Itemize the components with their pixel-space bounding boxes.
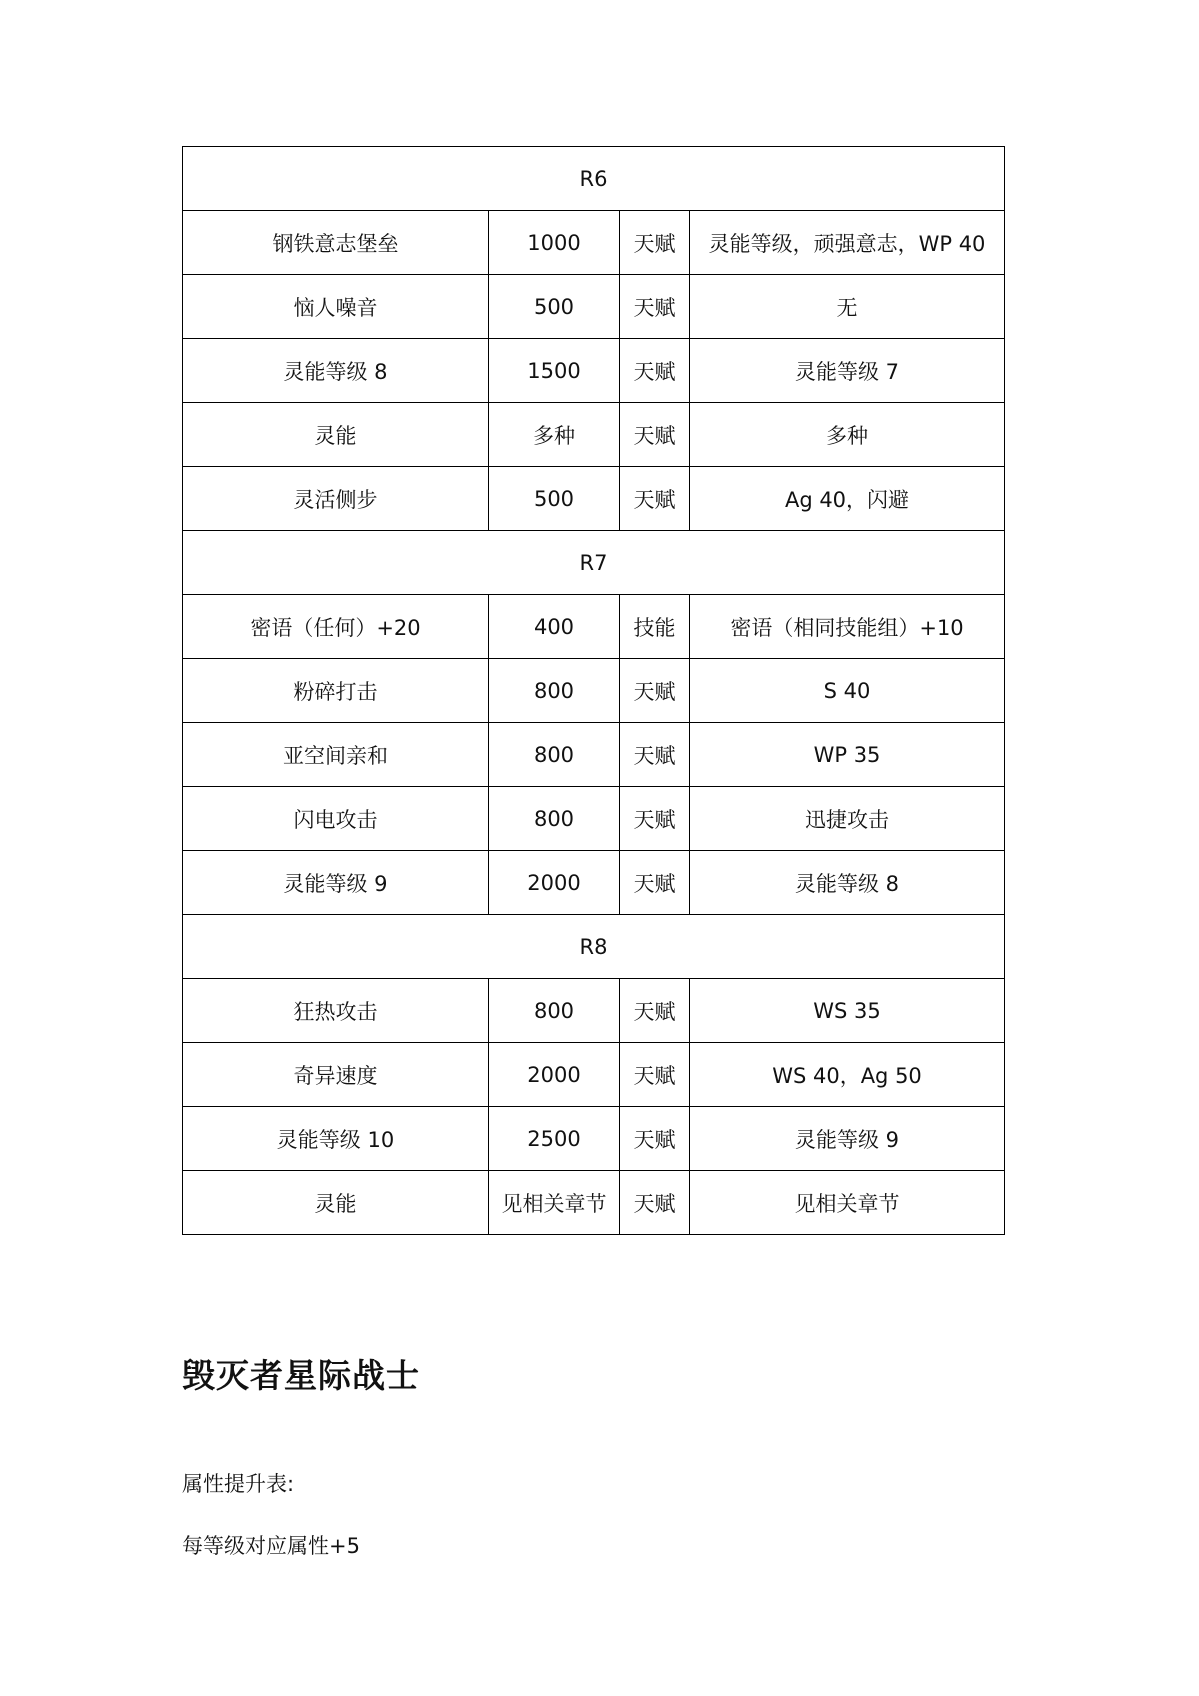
advance-prereq-cell: WS 40，Ag 50 <box>690 1043 1005 1107</box>
advance-prereq-cell: 灵能等级，顽强意志，WP 40 <box>690 211 1005 275</box>
advance-prereq-cell: WS 35 <box>690 979 1005 1043</box>
advance-prereq-cell: 迅捷攻击 <box>690 787 1005 851</box>
advance-type-cell: 技能 <box>620 595 690 659</box>
advance-name-cell: 灵能等级 10 <box>183 1107 489 1171</box>
advance-cost-cell: 2000 <box>489 851 620 915</box>
attribute-increase-note: 每等级对应属性+5 <box>182 1534 360 1558</box>
advance-name-cell: 灵能 <box>183 403 489 467</box>
advance-table-body <box>183 147 1005 1235</box>
attribute-table-label: 属性提升表: <box>182 1472 295 1496</box>
advance-type-cell: 天赋 <box>620 211 690 275</box>
table-row <box>183 1107 1005 1171</box>
table-row <box>183 595 1005 659</box>
advance-cost-cell: 800 <box>489 979 620 1043</box>
rank-header-row <box>183 915 1005 979</box>
advance-cost-cell: 500 <box>489 467 620 531</box>
advance-name-cell: 闪电攻击 <box>183 787 489 851</box>
rank-header-cell: R6 <box>183 147 1005 211</box>
advance-type-cell: 天赋 <box>620 1171 690 1235</box>
advance-prereq-cell: 密语（相同技能组）+10 <box>690 595 1005 659</box>
advance-prereq-cell: 多种 <box>690 403 1005 467</box>
advance-prereq-cell: 灵能等级 9 <box>690 1107 1005 1171</box>
advance-name-cell: 恼人噪音 <box>183 275 489 339</box>
table-row <box>183 979 1005 1043</box>
advance-type-cell: 天赋 <box>620 403 690 467</box>
advance-name-cell: 狂热攻击 <box>183 979 489 1043</box>
advance-cost-cell: 1500 <box>489 339 620 403</box>
table-row <box>183 467 1005 531</box>
advance-prereq-cell: 见相关章节 <box>690 1171 1005 1235</box>
table-row <box>183 723 1005 787</box>
advance-type-cell: 天赋 <box>620 467 690 531</box>
advance-table <box>182 146 1005 1235</box>
advance-name-cell: 粉碎打击 <box>183 659 489 723</box>
advance-prereq-cell: 灵能等级 8 <box>690 851 1005 915</box>
advance-type-cell: 天赋 <box>620 275 690 339</box>
table-row <box>183 1171 1005 1235</box>
rank-header-row <box>183 531 1005 595</box>
advance-type-cell: 天赋 <box>620 1107 690 1171</box>
table-row <box>183 403 1005 467</box>
table-row <box>183 275 1005 339</box>
advance-cost-cell: 见相关章节 <box>489 1171 620 1235</box>
rank-header-cell: R7 <box>183 531 1005 595</box>
table-row <box>183 659 1005 723</box>
advance-name-cell: 灵活侧步 <box>183 467 489 531</box>
advance-type-cell: 天赋 <box>620 787 690 851</box>
advance-type-cell: 天赋 <box>620 979 690 1043</box>
advance-name-cell: 亚空间亲和 <box>183 723 489 787</box>
advance-name-cell: 灵能等级 9 <box>183 851 489 915</box>
rank-header-row <box>183 147 1005 211</box>
advance-cost-cell: 400 <box>489 595 620 659</box>
advance-cost-cell: 500 <box>489 275 620 339</box>
advance-name-cell: 钢铁意志堡垒 <box>183 211 489 275</box>
advance-cost-cell: 2000 <box>489 1043 620 1107</box>
advance-cost-cell: 1000 <box>489 211 620 275</box>
advance-name-cell: 密语（任何）+20 <box>183 595 489 659</box>
advance-name-cell: 灵能 <box>183 1171 489 1235</box>
advance-type-cell: 天赋 <box>620 659 690 723</box>
advance-cost-cell: 800 <box>489 787 620 851</box>
advance-cost-cell: 多种 <box>489 403 620 467</box>
table-row <box>183 851 1005 915</box>
advance-prereq-cell: 无 <box>690 275 1005 339</box>
advance-prereq-cell: S 40 <box>690 659 1005 723</box>
advance-type-cell: 天赋 <box>620 851 690 915</box>
advance-cost-cell: 800 <box>489 659 620 723</box>
advance-type-cell: 天赋 <box>620 1043 690 1107</box>
advance-prereq-cell: WP 35 <box>690 723 1005 787</box>
table-row <box>183 339 1005 403</box>
advance-name-cell: 灵能等级 8 <box>183 339 489 403</box>
advance-type-cell: 天赋 <box>620 339 690 403</box>
advance-type-cell: 天赋 <box>620 723 690 787</box>
section-title: 毁灭者星际战士 <box>182 1356 420 1395</box>
table-row <box>183 1043 1005 1107</box>
advance-prereq-cell: 灵能等级 7 <box>690 339 1005 403</box>
advance-name-cell: 奇异速度 <box>183 1043 489 1107</box>
table-row <box>183 787 1005 851</box>
advance-prereq-cell: Ag 40，闪避 <box>690 467 1005 531</box>
advance-cost-cell: 2500 <box>489 1107 620 1171</box>
table-row <box>183 211 1005 275</box>
advance-cost-cell: 800 <box>489 723 620 787</box>
rank-header-cell: R8 <box>183 915 1005 979</box>
